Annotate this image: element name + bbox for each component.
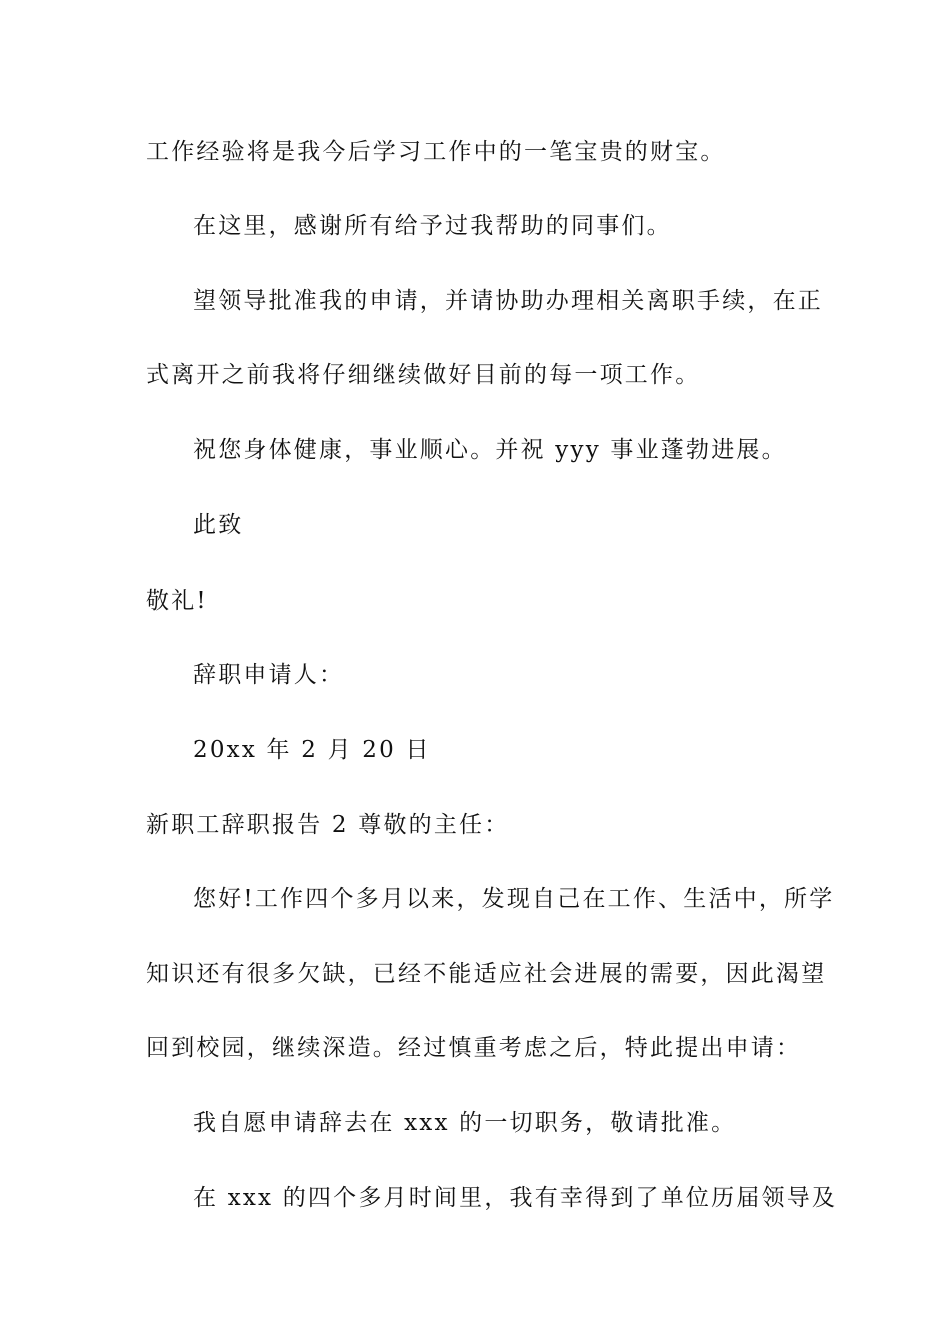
- date-line: 20xx 年 2 月 20 日: [193, 737, 431, 763]
- closing-phrase: 此致: [193, 512, 244, 538]
- text-line-1: 工作经验将是我今后学习工作中的一笔宝贵的财宝。: [146, 139, 726, 165]
- text-line-2: 在这里，感谢所有给予过我帮助的同事们。: [193, 213, 672, 239]
- salutation: 敬礼!: [146, 588, 208, 614]
- text-line-12: 知识还有很多欠缺，已经不能适应社会进展的需要，因此渴望: [146, 961, 827, 987]
- text-line-11: 您好!工作四个多月以来，发现自己在工作、生活中，所学: [193, 886, 835, 912]
- text-line-13: 回到校园，继续深造。经过慎重考虑之后，特此提出申请：: [146, 1035, 802, 1061]
- text-line-4: 式离开之前我将仔细继续做好目前的每一项工作。: [146, 362, 701, 388]
- text-line-5: 祝您身体健康，事业顺心。并祝 yyy 事业蓬勃进展。: [193, 437, 787, 463]
- text-line-3: 望领导批准我的申请，并请协助办理相关离职手续，在正: [193, 288, 823, 314]
- section-heading: 新职工辞职报告 2 尊敬的主任：: [146, 812, 510, 838]
- signature-label: 辞职申请人：: [193, 662, 345, 688]
- text-line-15: 在 xxx 的四个多月时间里，我有幸得到了单位历届领导及: [193, 1185, 838, 1211]
- text-line-14: 我自愿申请辞去在 xxx 的一切职务，敬请批准。: [193, 1110, 737, 1136]
